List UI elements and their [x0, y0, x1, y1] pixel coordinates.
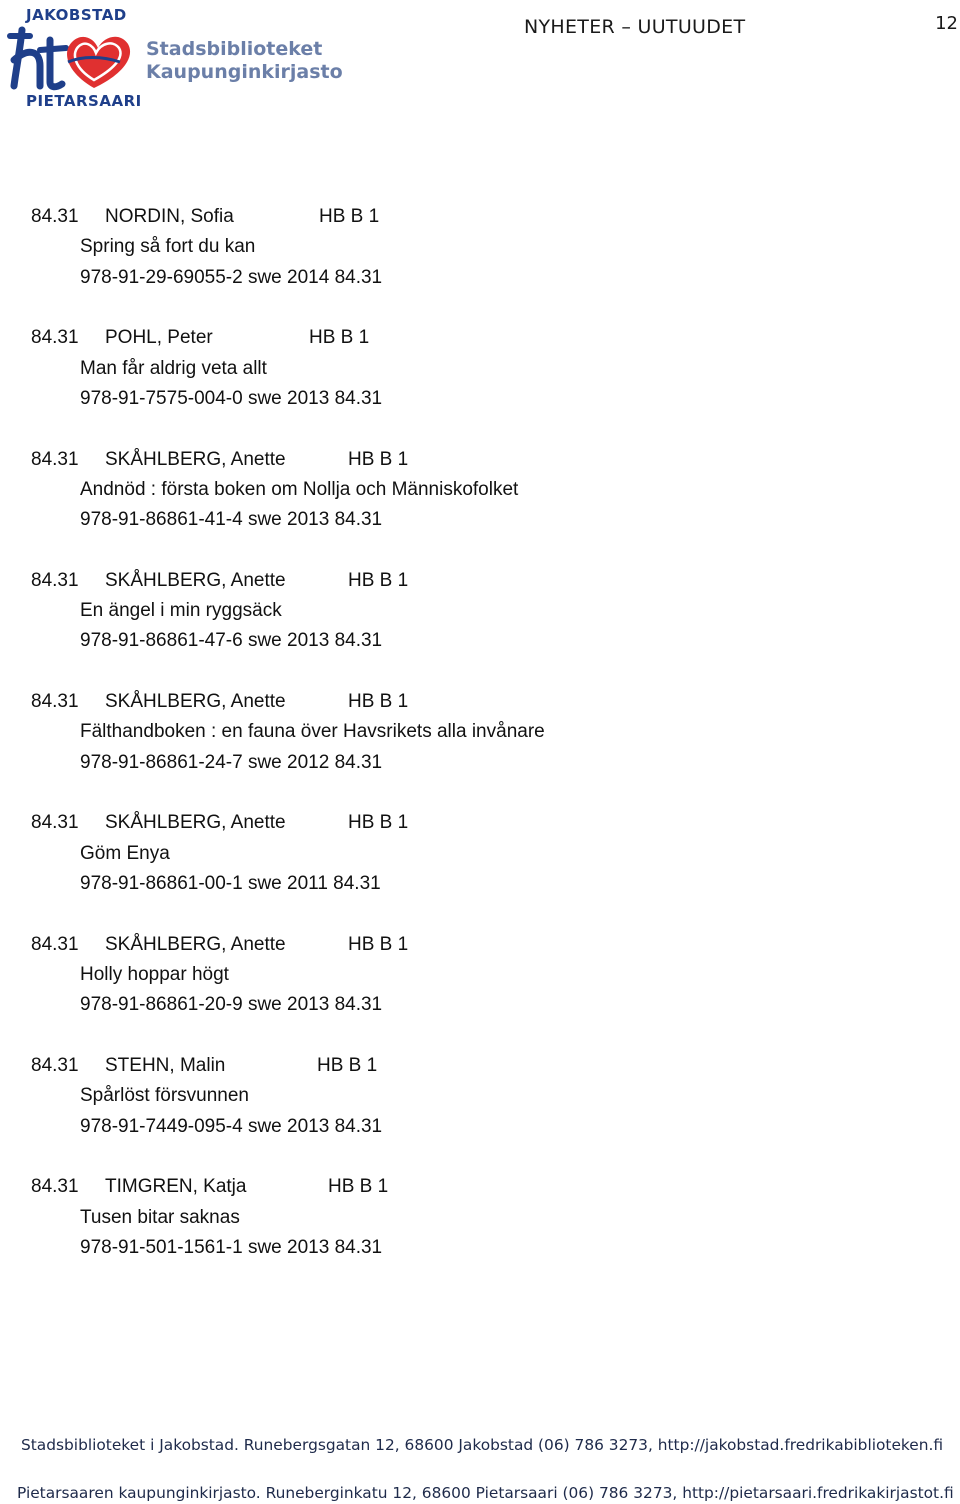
entry-classification: 84.31	[31, 812, 79, 834]
library-logo	[6, 4, 343, 114]
logo-library-name	[146, 38, 343, 84]
page-header-title: NYHETER – UUTUUDET	[524, 16, 746, 38]
book-entry	[31, 202, 931, 323]
page-number: 12	[935, 13, 958, 34]
entry-isbn-line: 978-91-7449-095-4 swe 2013 84.31	[80, 1115, 383, 1137]
entry-shelf-code: HB B 1	[328, 1176, 389, 1198]
entry-heading-line	[31, 323, 931, 353]
entry-title: Man får aldrig veta allt	[80, 357, 267, 379]
entry-title: Spårlöst försvunnen	[80, 1085, 249, 1107]
entry-isbn-line: 978-91-29-69055-2 swe 2014 84.31	[80, 266, 383, 288]
entry-author: SKÅHLBERG, Anette	[105, 448, 286, 470]
logo-library-sv: Stadsbiblioteket	[146, 38, 323, 60]
footer-address-sv: Stadsbiblioteket i Jakobstad. Runebergsgatan 12, 68600 Jakobstad (06) 786 3273, http://jakobstad.fredrikabiblioteken.fi	[21, 1436, 944, 1454]
entry-author: NORDIN, Sofia	[105, 206, 234, 227]
entry-isbn-line: 978-91-86861-47-6 swe 2013 84.31	[80, 630, 383, 652]
entry-classification: 84.31	[31, 933, 79, 955]
book-entry	[31, 1172, 931, 1293]
book-entry	[31, 566, 931, 687]
entry-classification: 84.31	[31, 569, 79, 591]
entry-heading-line	[31, 1051, 931, 1081]
entry-author: SKÅHLBERG, Anette	[105, 691, 286, 713]
entry-title: Göm Enya	[80, 842, 170, 864]
entry-title: Fälthandboken : en fauna över Havsrikets alla invånare	[80, 721, 545, 743]
entry-heading-line	[31, 808, 931, 838]
entry-heading-line	[31, 930, 931, 960]
entry-isbn-line: 978-91-86861-20-9 swe 2013 84.31	[80, 994, 383, 1016]
entry-classification: 84.31	[31, 327, 79, 349]
logo-library-fi: Kaupunginkirjasto	[146, 61, 343, 83]
entry-heading-line	[31, 1172, 931, 1202]
entry-classification: 84.31	[31, 206, 79, 227]
entry-classification: 84.31	[31, 1176, 79, 1198]
entry-title: En ängel i min ryggsäck	[80, 600, 282, 622]
entry-shelf-code: HB B 1	[348, 691, 409, 713]
book-entry	[31, 687, 931, 808]
footer-address-fi: Pietarsaaren kaupunginkirjasto. Runeberginkatu 12, 68600 Pietarsaari (06) 786 3273, http://pietarsaari.fredrikakirjastot.fi	[17, 1484, 954, 1502]
logo-city-top: JAKOBSTAD	[26, 6, 127, 24]
entry-author: SKÅHLBERG, Anette	[105, 933, 286, 955]
entry-author: SKÅHLBERG, Anette	[105, 569, 286, 591]
entry-isbn-line: 978-91-86861-24-7 swe 2012 84.31	[80, 751, 383, 773]
entry-shelf-code: HB B 1	[348, 569, 409, 591]
entry-shelf-code: HB B 1	[348, 448, 409, 470]
entry-shelf-code: HB B 1	[348, 933, 409, 955]
entry-heading-line	[31, 445, 931, 475]
entry-isbn-line: 978-91-86861-00-1 swe 2011 84.31	[80, 873, 381, 895]
book-entry	[31, 323, 931, 444]
entry-shelf-code: HB B 1	[319, 206, 380, 227]
book-entry	[31, 930, 931, 1051]
entry-shelf-code: HB B 1	[317, 1055, 378, 1077]
entry-title: Spring så fort du kan	[80, 236, 256, 258]
entry-classification: 84.31	[31, 1055, 79, 1077]
book-entry	[31, 445, 931, 566]
book-entry	[31, 808, 931, 929]
entry-isbn-line: 978-91-86861-41-4 swe 2013 84.31	[80, 509, 383, 531]
entry-author: STEHN, Malin	[105, 1055, 226, 1077]
logo-city-bottom: PIETARSAARI	[26, 92, 142, 110]
entry-heading-line	[31, 202, 931, 232]
entry-heading-line	[31, 687, 931, 717]
book-list	[31, 202, 931, 1294]
entry-title: Tusen bitar saknas	[80, 1206, 240, 1228]
entry-classification: 84.31	[31, 448, 79, 470]
entry-title: Holly hoppar högt	[80, 964, 229, 986]
entry-author: TIMGREN, Katja	[105, 1176, 247, 1198]
book-entry	[31, 1051, 931, 1172]
heart-logo-icon	[6, 26, 136, 92]
entry-shelf-code: HB B 1	[348, 812, 409, 834]
entry-author: SKÅHLBERG, Anette	[105, 812, 286, 834]
entry-title: Andnöd : första boken om Nollja och Människofolket	[80, 478, 519, 500]
entry-classification: 84.31	[31, 691, 79, 713]
entry-isbn-line: 978-91-501-1561-1 swe 2013 84.31	[80, 1236, 383, 1258]
entry-author: POHL, Peter	[105, 327, 213, 349]
entry-isbn-line: 978-91-7575-004-0 swe 2013 84.31	[80, 387, 383, 409]
entry-heading-line	[31, 566, 931, 596]
entry-shelf-code: HB B 1	[309, 327, 370, 349]
